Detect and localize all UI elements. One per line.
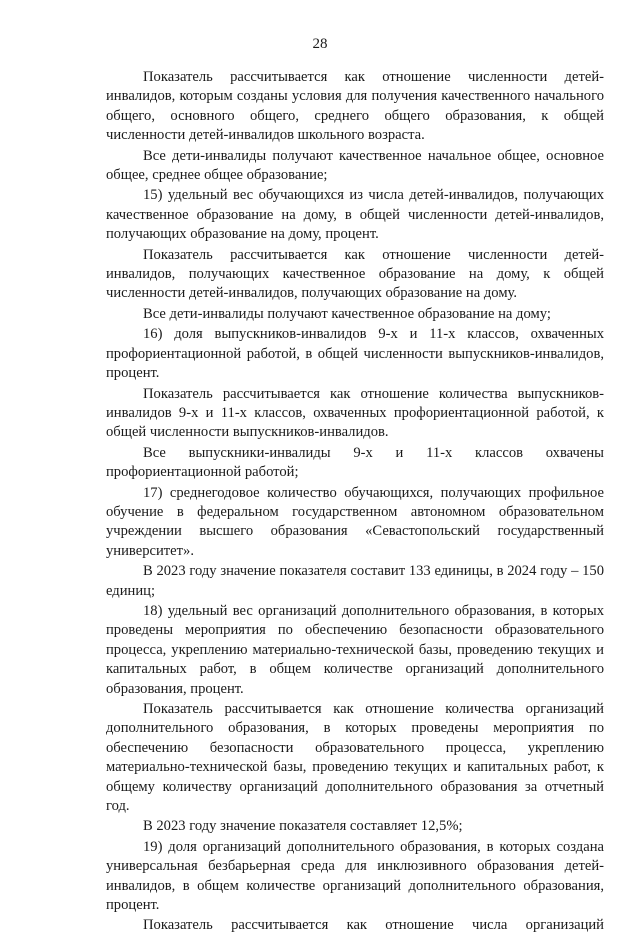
paragraph: Показатель рассчитывается как отношение числа организаций bbox=[143, 917, 604, 934]
paragraph: 15) удельный вес обучающихся из числа детей-инвалидов, получающих качественное образование на дому, в общей численности детей-инвалидов, получающих образование на дому, процент. bbox=[106, 187, 604, 243]
paragraph: 19) доля организаций дополнительного образования, в которых создана универсальная безбарьерная среда для инклюзивного образования детей-инвалидов, в общем количестве организаций дополнительного образования, процент. bbox=[106, 838, 604, 914]
paragraph: 16) доля выпускников-инвалидов 9-х и 11-х классов, охваченных профориентационной работой, в общей численности выпускников-инвалидов, процент. bbox=[106, 326, 604, 382]
paragraph: Все дети-инвалиды получают качественное начальное общее, основное общее, среднее общее образование; bbox=[106, 147, 604, 184]
paragraph: Показатель рассчитывается как отношение численности детей-инвалидов, получающих качественное образование на дому, к общей численности детей-инвалидов, получающих образование на дому. bbox=[106, 246, 604, 302]
paragraph: Показатель рассчитывается как отношение количества выпускников-инвалидов 9-х и 11-х классов, охваченных профориентационной работой, к общей численности выпускников-инвалидов. bbox=[106, 385, 604, 441]
paragraph: В 2023 году значение показателя составляет 12,5%; bbox=[143, 818, 463, 835]
document-body bbox=[106, 68, 604, 936]
paragraph: 17) среднегодовое количество обучающихся, получающих профильное обучение в федеральном государственном автономном образовательном учреждении высшего образования «Севастопольский государственный университет». bbox=[106, 484, 604, 559]
paragraph: Все дети-инвалиды получают качественное образование на дому; bbox=[143, 305, 551, 322]
paragraph: В 2023 году значение показателя составит 133 единицы, в 2024 году – 150 единиц; bbox=[106, 563, 604, 599]
paragraph: 18) удельный вес организаций дополнительного образования, в которых проведены мероприятия по обеспечению безопасности образовательного процесса, укреплению материально-технической базы, проведению текущих и капитальных работ, в общем количестве организаций дополнительного образования, процент. bbox=[106, 602, 604, 697]
paragraph: Показатель рассчитывается как отношение количества организаций дополнительного образования, в которых проведены мероприятия по обеспечению безопасности образовательного процесса, укреплению материально-технической базы, проведению текущих и капитальных работ, к общему количеству организаций дополнительного образования за отчетный год. bbox=[106, 701, 604, 815]
page-number: 28 bbox=[312, 36, 328, 52]
paragraph: Все выпускники-инвалиды 9-х и 11-х классов охвачены профориентационной работой; bbox=[106, 444, 604, 481]
paragraph: Показатель рассчитывается как отношение численности детей-инвалидов, которым созданы условия для получения качественного начального общего, основного общего, среднего общего образования, к общей численности детей-инвалидов школьного возраста. bbox=[106, 69, 604, 144]
